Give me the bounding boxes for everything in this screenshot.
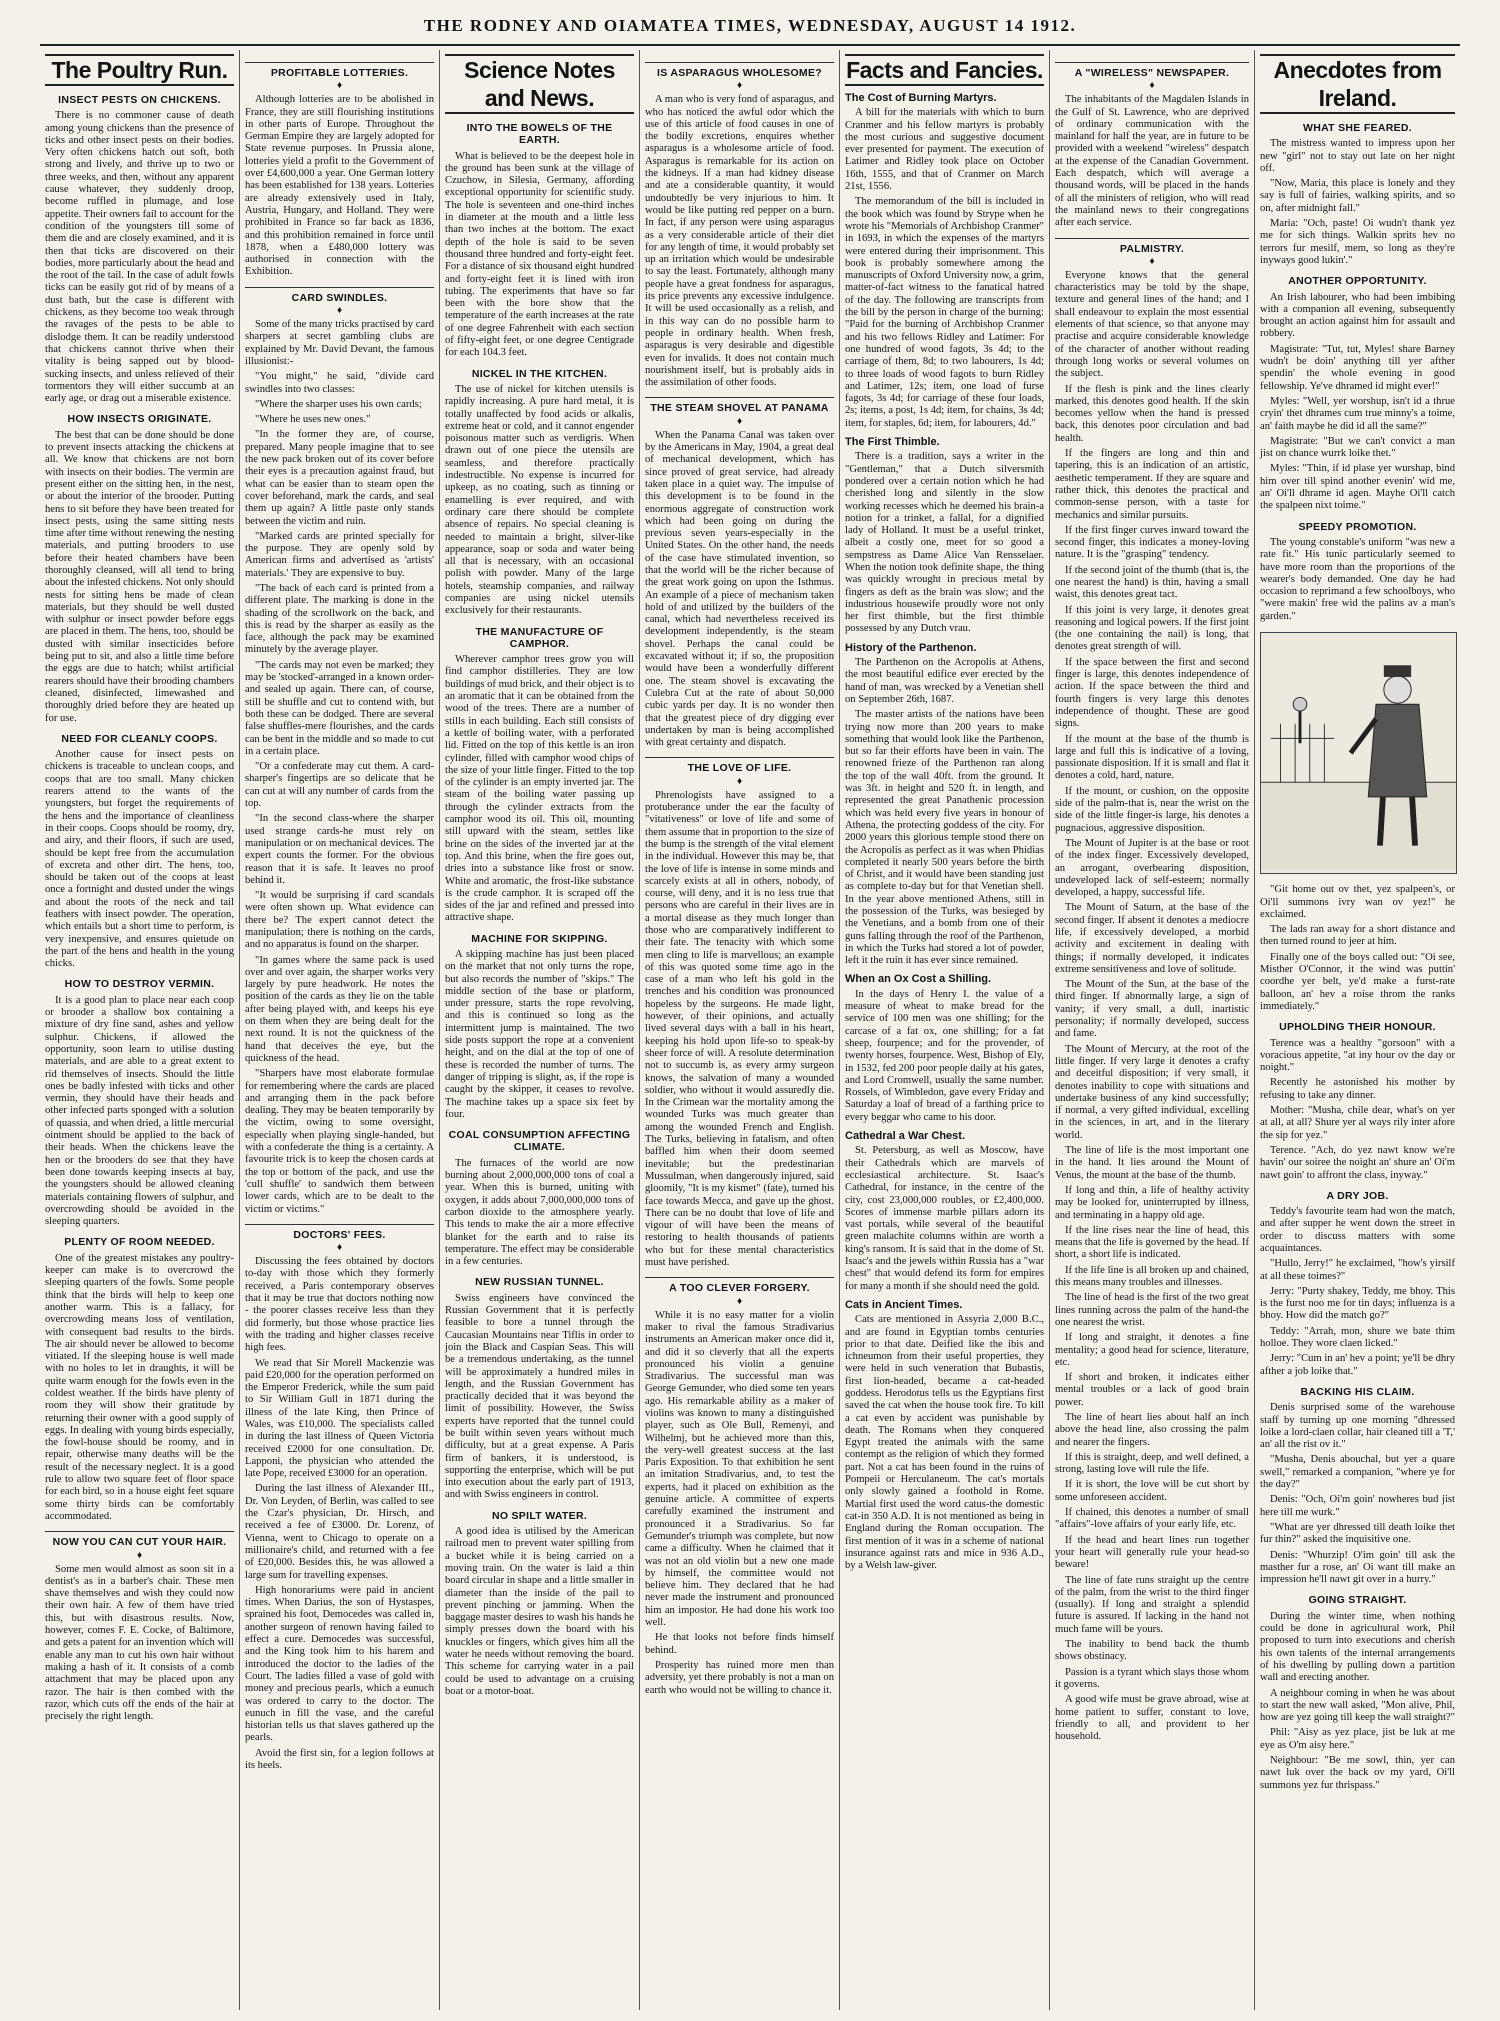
paragraph: The line of head is the first of the two great lines running across the palm of the hand-the one nearest the wrist. (1055, 1292, 1249, 1328)
paragraph: The line of heart lies about half an inch above the head line, also crossing the palm and nearer the fingers. (1055, 1411, 1249, 1448)
paragraph: The memorandum of the bill is included in the book which was found by Strype when he wrote his "Memorials of Archbishop Cranmer" in 1693, in which the expenses of the martyrs were entered during their imprisonment. This book is probably somewhere among the manuscripts of Oxford University now, a grim, matter-of-fact witness to the fanatical hatred of the day. The following are transcripts from the bill by the person in charge of the burning: "Paid for the burning of Archbishop Cranmer and his two fellows Ridley and Latimer: For one hundred of wood fagots, 3s 4d; to the carriage of them, 8d; to two labourers, 1s 4d; to three loads of wood fagots to burn Ridley and Latimer, 12s; item, one load of furse fagots, 3s 4d; for carriage of these four loads, 2s; items, a post, 1s 4d; item, for chains, 3s 4d; item, for staples, 6d; item, for labourers, 4d." (845, 196, 1045, 429)
section-heading: MACHINE FOR SKIPPING. (471, 932, 608, 945)
paragraph: A bill for the materials with which to burn Cranmer and his fellow martyrs is probably the most curious and suggestive document ever presented for payment. The execution of Latimer and Ridley took place on October 16th, 1555, and that of Cranmer on March 21st, 1556. (845, 107, 1044, 193)
divider-ornament: ♦ (736, 1295, 743, 1307)
paragraph: If chained, this denotes a number of small "affairs"-love affairs of your early life, etc. (1055, 1507, 1249, 1531)
paragraph: Another cause for insect pests on chickens is traceable to unclean coops, and coops that are too small. Many chicken rearers attend to the wants of the youngsters, but forget the requirements of the hens and the importance of cleanliness in their coops. Coops should be roomy, dry, and airy, and their floors, if such are used, should be kept free from the accumulation of excreta and other dirt. The hens, too, should be taken out of the coops at least once a fortnight and dusted under the wings and about the roots of the neck and tail feathers with insect powder. The operation, which entails but a short time to perform, is very inexpensive, and ensures quietude on the part of the hens and health in the young chicks. (45, 749, 234, 970)
section-heading: BACKING HIS CLAIM. (1300, 1385, 1415, 1398)
section-heading: UPHOLDING THEIR HONOUR. (1279, 1021, 1436, 1034)
paragraph: Some of the many tricks practised by card sharpers at secret gambling clubs are explained by Mr. David Devant, the famous illusionist:- (245, 319, 434, 367)
paragraph: There is a tradition, says a writer in the "Gentleman," that a Dutch silversmith pondered over a certain notion which he had cherished long and silently in the slow working recesses which he deemed his brain-a notion for a trinket, a fallal, for a dignified lady of Holland. It must be a useful trinket, albeit a costly one, meet for so good a sempstress as Dame Alice Van Rensselaer. When the notion took definite shape, the thing was quickly wrought in precious metal by fingers as deft as the brain was slow; and the industrious housewife proudly wore not only her first thimble, but the first thimble possessed by any Dutch vrau. (845, 451, 1044, 635)
section-heading: PLENTY OF ROOM NEEDED. (64, 1236, 215, 1249)
paragraph: There is no commoner cause of death among young chickens than the presence of ticks and other insect pests on their bodies. Very often chickens hatch out soft, both strong and lively, and thrive up to two or three weeks, and then, without any apparent cause whatever, they suddenly droop, become ruffled in plumage, and lose appetite. Their owners fail to account for the condition of the youngsters till some of them die and are closely examined, and it is then that ticks are discovered on their bodies, more particularly about the head and the root of the tail. In the case of adult fowls ticks can be easily got rid of by means of a dust bath, but the case is different with chickens, as they become too weak through the ravages of the pests to be able to dislodge them. It can be readily understood that chickens cannot thrive when their vitality is being sapped out by blood-sucking insects, and unless relieved of their tormentors they will either succumb at an early age, or drag out a miserable existence. (45, 110, 234, 405)
paragraph: High honorariums were paid in ancient times. When Darius, the son of Hystaspes, sprained his foot, Democedes was called in, another surgeon of renown having failed to effect a cure. Democedes was successful, and the King took him to his harem and introduced the doctor to the ladies of the Court. The ladies filled a vase of gold with money and precious pearls, which a eunuch was ordered to carry to the doctor. The eunuch in fill the vase, and the careful historian tells us that slaves gathered up the pearls. (245, 1584, 434, 1744)
paragraph: He that looks not before finds himself behind. (645, 1632, 834, 1656)
article-title: IS ASPARAGUS WHOLESOME? (645, 62, 834, 79)
paragraph: Swiss engineers have convinced the Russian Government that it is perfectly feasible to bore a tunnel through the Caucasian Mountains near Tiflis in order to join the Black and Caspian Seas. This will be a tremendous undertaking, as the tunnel will be approximately a hundred miles in length, and the Russian Government has practically decided that it was beyond the limit of possibility. However, the Swiss experts have reported that the tunnel could be built within seven years without much difficulty, but at a great expense. A Paris firm of bankers, it is understood, is supporting the enterprise, which will be put into execution about the early part of 1913, and with Swiss engineers in control. (445, 1292, 634, 1501)
paragraph: Jerry: "Purty shakey, Teddy, me bhoy. This is the furst noo me for tin days; influenza is a bhoy. How did the match go?" (1260, 1285, 1455, 1322)
paragraph: If the life line is all broken up and chained, this means many troubles and illnesses. (1055, 1264, 1249, 1289)
paragraph: "Now, Maria, this place is lonely and they say is full of fairies, walking spirits, and so on, after midnight fall." (1260, 178, 1455, 214)
article-title: NOW YOU CAN CUT YOUR HAIR. (45, 1531, 234, 1548)
divider-ornament: ♦ (136, 1549, 143, 1561)
paragraph: "The cards may not even be marked; they may be 'stocked'-arranged in a known order-and sealed up again. There can, of course, still be shuffle and cut to contend with, but both these can be dodged. There are several false shuffles-mere flourishes, and the cards can be bent in the middle and so made to cut in a certain place. (245, 659, 434, 757)
paragraph: The best that can be done should be done to prevent insects attacking the chickens at all. We know that chickens are not born with insects on their bodies. The vermin are present either on the sitting hen, in the nest, or about the interior of the brooder. Putting hens to sit before they have been treated for insect pests, using the same sitting nests time after time without renewing the nesting materials, and putting brooders to use before their heated chambers have been thoroughly cleansed, will all tend to bring about the infested chickens. Not only should nests for sitting hens be made of clean materials, but they should be well dusted with sulphur or insect powder before eggs are placed in them. The hens, too, should be dusted with similar insecticides before being put to sit, and also a little time before the eggs are due to hatch; whilst artificial rearers should have their brooding chambers cleaned, disinfected, limewashed and thoroughly dried before they are heated up for use. (45, 429, 234, 724)
column-3 (440, 50, 640, 2010)
paragraph: The use of nickel for kitchen utensils is rapidly increasing. A pure hard metal, it is totally unaffected by food acids or alkalis, extreme heat or cold, and it cannot engender poisonous matter such as verdigris. When drawn out of one piece the utensils are seamless, and therefore practically indestructible. No expense is incurred for upkeep, as no coating, such as tinning or enamelling is ever required, and with ordinary care there should be complete absence of repairs. No special cleaning is needed to maintain a bright, silver-like appearance, soap or soda and water being all that is necessary, with an occasional polish with powder. Many of the large hotels, steamship companies, and railway companies are using nickel utensils exclusively for their restaurants. (445, 383, 634, 617)
paragraph: A good idea is utilised by the American railroad men to prevent water spilling from a bucket while it is being carried on a moving train. On the water is laid a thin board circular in shape and a little smaller in diameter than the inside of the pail to prevent pinching or jamming. When the baggage master desires to wash his hands he simply presses down the board with his knuckles or fingers, which gives him all the water he needs without removing the board. This scheme for carrying water in a pail could be used to advantage on a cruising boat or a motor-boat. (445, 1526, 634, 1697)
paragraph: The Mount of Mercury, at the root of the little finger. If very large it denotes a crafty and deceitful disposition; if very small, it denotes inability to cope with situations and undertake business of any kind successfully; if normal, a very gifted individual, excelling in the sciences, in art, and in the literary world. (1055, 1043, 1249, 1141)
article-title: PALMISTRY. (1055, 238, 1249, 255)
paragraph: Cats are mentioned in Assyria 2,000 B.C., and are found in Egyptian tombs centuries prior to that date. Deified like the ibis and ichneumon from their useful properties, they were held in such veneration that Bubastis, first lion-headed, became a cat-headed goddess. Herodotus tells us the Egyptians first saved the cat when the house took fire. To kill a cat even by accident was punishable by death. The Romans when they conquered Egypt treated the animals with the same contempt as the religion of which they formed part. Not a cat has been found in the ruins of Pompeii or Herculaneum. The cat's mortals only slowly gained a foothold in Rome. Martial first used the word catus-the domestic cat-in 350 A.D. It is not mentioned as being in England during the Roman occupation. The first mention of it was in a scheme of national insurance against rats and mice in 936 A.D., by a Welsh law-giver. (845, 1314, 1044, 1572)
paragraph: Everyone knows that the general characteristics may be told by the shape, texture and general lines of the hand; and I shall endeavour to explain the most essential elements of that science, so that anyone may practise and acquire considerable knowledge of the character of another without reading through long works or several volumes on the subject. (1055, 269, 1249, 380)
paragraph: Although lotteries are to be abolished in France, they are still flourishing institutions in other parts of Europe. Throughout the German Empire they are largely adopted for State revenue purposes. In Prussia alone, lotteries yield a profit to the Government of over £4,600,000 a year. One German lottery has been established for 138 years. Lotteries are already extensively used in Italy, Austria, Hungary, and Holland. They were prohibited in France so far back as 1836, and this prohibition remained in force until 1878, when a £480,000 lottery was authorised in connection with the Exhibition. (245, 94, 434, 278)
paragraph: Magistrate: "But we can't convict a man jist on chance wurrk loike thet." (1260, 435, 1455, 460)
column-2 (240, 50, 440, 2010)
section-heading: THE MANUFACTURE OF CAMPHOR. (475, 625, 604, 650)
paragraph: "What are yer dhressed till death loike thet fur thin?" asked the inquisitive one. (1260, 1521, 1455, 1546)
paragraph: Passion is a tyrant which slays those whom it governs. (1055, 1666, 1249, 1690)
masthead (40, 8, 1460, 46)
paragraph: Terence. "Ach, do yez nawt know we're havin' our soiree the noight an' shure an' Oi'm nawt goin' to affront the class, inyway." (1260, 1144, 1455, 1181)
paragraph: The furnaces of the world are now burning about 2,000,000,000 tons of coal a year. When this is burned, uniting with oxygen, it adds about 7,000,000,000 tons of carbon dioxide to the atmosphere yearly. This tends to make the air a more effective blanket for the earth and to raise its temperature. The effect may be considerable in a few centuries. (445, 1157, 634, 1268)
column-5 (840, 50, 1050, 2010)
article-title: The Poultry Run. (45, 54, 234, 86)
paragraph: Phrenologists have assigned to a protuberance under the ear the faculty of "vitativeness" or love of life and some of them assume that in proportion to the size of the bump is the strength of the vital element in the individual. However this may be, that the love of life is intense in some minds and scarcely exists at all in others, nobody, of course, will deny, and it is no less true that persons who are careful in their lives are in a mortal disease as they much longer than those who are comparatively indifferent to their fate. The tenacity with which some men cling to life is marvellous; an example of this was quoted some time ago in the case of a man who left his gold in the trenches and his condition was pronounced hopeless by the surgeons. He made light, however, of their opinions, and actually lived several days with a ball in his heart, keeping his hold upon life-so to speak-by sheer force of will. A resolute determination not to succumb is, as every army surgeon knows, the salvation of many a wounded soldier, who without it would assuredly die. In the Crimean war the mortality among the wounded Turks was much greater than among the wounded French and English. The Turks, believing in fatalism, and often baffled him when their doom seemed inevitable; but the predestinarian Mussulman, when dangerously injured, said gloomily, "It is my kismet" (fate), turned his face towards Mecca, and gave up the ghost. There can be no doubt that love of life and vigour of will have been the means of restoring to health thousands of patients who but for these mental characteristics must have perished. (645, 789, 834, 1269)
paragraph: Mother: "Musha, chile dear, what's on yer at all, at all? Shure yer al ways rily inter afore the sip for yez." (1260, 1105, 1455, 1141)
paragraph: In the days of Henry I. the value of a measure of wheat to make bread for the service of 100 men was one shilling; for the carcase of a fat ox, one shilling; for a fat sheep, fourpence; and for the provender, of twenty horses, fourpence. West, Bishop of Ely, in 1532, fed 200 poor people daily at his gates, and Lord Cromwell, usually the same number. Rossels, of Wimbledon, gave every Friday and Saturday a loaf of bread of a farthing price to every beggar who came to his door. (845, 988, 1044, 1123)
paragraph: It is a good plan to place near each coop or brooder a shallow box containing a mixture of dry fine sand, ashes and yellow sulphur. Chickens, if allowed the opportunity, soon learn to utilise dusting materials, and are able to a great extent to rid themselves of insects. Should the little ones be badly infested with ticks and other vermin, they should have their heads and other infected parts sponged with a solution of quassia, and when dried, a little mercurial ointment should be applied to the back of their heads. When the chickens leave the hen or the brooders do see that they have been done towards keeping insects at bay, the youngsters should be allowed cleaning materials containing flowers of sulphur, and overcrowding should be avoided in the sleeping quarters. (45, 994, 234, 1228)
column-7 (1255, 50, 1460, 2010)
paragraph: "Or a confederate may cut them. A card-sharper's fingertips are so delicate that he can cut at will any number of cards from the top. (245, 761, 434, 810)
paragraph: Avoid the first sin, for a legion follows at its heels. (245, 1747, 434, 1771)
article-title: Science Notes and News. (445, 54, 634, 114)
divider-ornament: ♦ (736, 80, 743, 92)
paragraph: If this joint is very large, it denotes great reasoning and logical powers. If the first joint (the one containing the nail) is long, that denotes great strength of will. (1055, 604, 1249, 653)
article-title: THE STEAM SHOVEL AT PANAMA (645, 397, 834, 414)
paragraph: Neighbour: "Be me sowl, thin, yer can nawt luk over the back ov my yard, Oi'll summons yez fur thrispass." (1260, 1754, 1455, 1791)
column-1 (40, 50, 240, 2010)
section-heading: GOING STRAIGHT. (1308, 1594, 1407, 1607)
article-title: A TOO CLEVER FORGERY. (645, 1277, 834, 1294)
section-heading: HOW TO DESTROY VERMIN. (64, 978, 215, 991)
section-heading: NEW RUSSIAN TUNNEL. (475, 1276, 604, 1289)
paragraph: If the mount, or cushion, on the opposite side of the palm-that is, near the wrist on the side of the little finger-is large, his denotes a pugnacious, aggressive disposition. (1055, 785, 1249, 834)
paragraph: Denis surprised some of the warehouse staff by turning up one morning "dhressed loike a lord-claen collar, hair cleaned till a 'T,' an' all the rist ov it." (1260, 1402, 1455, 1451)
paragraph: "In games where the same pack is used over and over again, the sharper works very largely by pure headwork. He notes the position of the cards as they lie on the table after being played with, and keeps his eye on them when they are being dealt for the next round. It is not the quickness of the hand that deceives the eye, but the quickness of the head. (245, 954, 434, 1064)
paragraph: If long and thin, a life of healthy activity may be looked for, uninterrupted by illness, and terminating in a happy old age. (1055, 1184, 1249, 1221)
column-4 (640, 50, 840, 2010)
paragraph: Prosperity has ruined more men than adversity, yet there probably is not a man on earth who would not be willing to chance it. (645, 1659, 834, 1696)
paragraph: Myles: "Well, yer worshup, isn't id a thrue cryin' thet dhrames cum true minny's a toime, an' faith maybe he did id all the same?" (1260, 395, 1455, 432)
paragraph: Maria: "Och, paste! Oi wudn't thank yez me for sich things. Walkin sprits hev no terrors fur mesilf, mem, so long as they're inyways good lukin'." (1260, 218, 1455, 266)
paragraph: "Git home out ov thet, yez spalpeen's, or Oi'll summons ivry wan ov yez!" he exclaimed. (1260, 884, 1455, 920)
paragraph: While it is no easy matter for a violin maker to rival the famous Stradivarius instruments an American maker once did it, and did it so cleverly that all the experts pronounced his violin a genuine Stradivarius. The successful man was George Gemunder, who died some ten years ago. His remarkable ability as a maker of violins was known to many a distinguished player, such as Ole Bull, Remenyi, and Wilhelmj, but he achieved more than this, the very-well greatest success at the last Paris Exposition. To that exhibition he sent an imitation Stradivarius, and, to test the experts, had it placed on exhibition as the genuine article. A committee of experts carefully examined the instrument and pronounced it a Stradivarius. So far Gemunder's triumph was complete, but now came a difficulty. When he claimed that it was not an old violin but a new one made by himself, the committee would not believe him. They declared that he had never made the instrument and pronounced him an impostor. He had done his work too well. (645, 1309, 834, 1629)
paragraph: If the mount at the base of the thumb is large and full this is indicative of a loving, passionate disposition. If it is small and flat it denotes a cold, hard, nature. (1055, 733, 1249, 782)
sub-heading: Cats in Ancient Times. (845, 1298, 963, 1311)
paragraph: Discussing the fees obtained by doctors to-day with those which they formerly received, a Paris contemporary observes that it may be true that doctors nothing now - the poorer classes receive less than they did formerly, but those whose practice lies with the trading and higher classes receive high fees. (245, 1256, 434, 1354)
masthead-text: THE RODNEY AND OIAMATEA TIMES, WEDNESDAY, AUGUST 14 1912. (423, 16, 1077, 35)
article-title: DOCTORS' FEES. (245, 1224, 434, 1241)
paragraph: If the line rises near the line of head, this means that the life is governed by the head. If short, a short life is indicated. (1055, 1224, 1249, 1261)
divider-ornament: ♦ (1149, 80, 1155, 92)
paragraph: During the last illness of Alexander III., Dr. Von Leyden, of Berlin, was called to see the Czar's physician, Dr. Hirsch, and received a fee of £3000. Dr. Lorenz, of Vienna, went to Chicago to operate on a millionaire's child, and returned with a fee of £20,000. Besides this, he was allowed a large sum for travelling expenses. (245, 1483, 434, 1581)
divider-ornament: ♦ (736, 415, 743, 427)
paragraph: The lads ran away for a short distance and then turned round to jeer at him. (1260, 924, 1455, 948)
divider-ornament: ♦ (336, 80, 343, 92)
paragraph: We read that Sir Morell Mackenzie was paid £20,000 for the operation performed on the Emperor Frederick, while the sum paid to Sir William Gull in 1871 during the illness of the late King, then Prince of Wales, was £10,000. The specialists called in during the last illness of Queen Victoria received £2000 for one consultation. Dr. Lapponi, the physician who attended the late Pope, received £3000 for an operation. (245, 1357, 434, 1480)
paragraph: Jerry: "Cum in an' hev a point; ye'll be dhry afther a job loike that." (1260, 1353, 1455, 1377)
paragraph: "You might," he said, "divide card swindles into two classes: (245, 371, 434, 395)
paragraph: St. Petersburg, as well as Moscow, have their Cathedrals which are marvels of ecclesiastical architecture. St. Isaac's Cathedral, for instance, in the centre of the city, cost 23,000,000 roubles, or £2,400,000. Scores of immense marble pillars adorn its vast portals, while several of the beautiful green malachite columns within are worth a king's ransom. It is said that in the dome of St. Isaac's and the jewels within Russia has a "war chest" that would defend its form for empires for many a month if she should need the gold. (845, 1145, 1044, 1292)
paragraph: One of the greatest mistakes any poultry-keeper can make is to overcrowd the sleeping quarters of the fowls. Some people think that the birds will help to keep one another warm. This is a fallacy, for overcrowding means loss of ventilation, with consequent bad results to the birds. The air should never be allowed to become vitiated. If the sleeping house is well made with no holes to let in draughts, it will be quite warm enough for the fowls even in the coldest weather. If the birds have plenty of room they will show their gratitude by returning their owner with a good supply of eggs. In dealing with young birds especially, the fowl-house should be roomy, and in repair, otherwise many deaths will be the result of the necessary neglect. It is a good rule to allow two square feet of floor space for each bird, so in a house eight feet square some thirty birds can be comfortably accommodated. (45, 1252, 234, 1522)
paragraph: "Marked cards are printed specially for the purpose. They are openly sold by American firms and advertised as 'artists' materials.' They are expensive to buy. (245, 530, 434, 579)
paragraph: A man who is very fond of asparagus, and who has noticed the awful odor which the use of this article of food causes in one of the bodily excretions, enquires whether asparagus is a wholesome article of food. Asparagus is remarkable for its action on the kidneys. If a man had kidney disease and ate a considerable quantity, it would undoubtedly be very injurious to him. It would be like putting red pepper on a burn. In fact, if any person were using asparagus as a very considerable article of their diet for any length of time, it would probably set up an irritation which would be undesirable to say the least. Fortunately, although many people have a great fondness for asparagus, its price prevents any excessive indulgence. It will be used occasionally as a relish, and in this way can do no possible harm to people in ordinary health. When fresh, asparagus is very desirable and digestible even for invalids. It does not contain much nourishment itself, but is probably aids in the assimilation of other foods. (645, 94, 834, 389)
paragraph: A good wife must be grave abroad, wise at home patient to suffer, constant to love, friendly to all, and provident to her household. (1055, 1694, 1249, 1743)
paragraph: "In the former they are, of course, prepared. Many people imagine that to see the new pack broken out of its cover before their eyes is a precaution against fraud, but what can be easier than to steam open the cover beforehand, mark the cards, and seal them up again? A little paste only stands between the victim and ruin. (245, 429, 434, 527)
paragraph: "Where he uses new ones." (255, 414, 371, 426)
paragraph: The Parthenon on the Acropolis at Athens, the most beautiful edifice ever erected by the hand of man, was wrecked by a Venetian shell on September 26th, 1687. (845, 657, 1044, 705)
paragraph: The line of life is the most important one in the hand. It lies around the Mount of Venus, the mount at the base of the thumb. (1055, 1145, 1249, 1181)
paragraph: What is believed to be the deepest hole in the ground has been sunk at the village of Czuchow, in Silesia, Germany, affording exceptional opportunity for scientific study. The hole is seventeen and one-third inches in diameter at the mouth and a little less than two inches at the bottom. The exact depth of the hole is said to be seven thousand three hundred and forty-eight feet. For a distance of six thousand eight hundred and forty-eight feet it is lined with iron tubing. The experiments that have so far been with the bore show that the temperature of the earth increases at the rate of one degree Fahrenheit with each section of fifty-eight feet, or one degree Centigrade for each 104.3 feet. (445, 150, 634, 359)
section-heading: NO SPILT WATER. (491, 1509, 588, 1522)
paragraph: "Hullo, Jerry!" he exclaimed, "how's yirsilf at all these toimes?" (1260, 1258, 1455, 1282)
paragraph: "Sharpers have most elaborate formulae for remembering where the cards are placed and arranging them in the pack before dealing. They may be beaten temporarily by the victim, owing to some oversight, especially when playing single-handed, but with a confederate the thing is a certainty. A favourite trick is to keep the chosen cards at the top or bottom of the pack, and use the 'cull shuffle' to sandwich them between lower cards, which are to be dealt to the victim or victims." (245, 1068, 434, 1215)
section-heading: NICKEL IN THE KITCHEN. (471, 367, 608, 380)
paragraph: Terence was a healthy "gorsoon" with a voracious appetite, "at iny hour ov the day or noight." (1260, 1037, 1455, 1074)
section-heading: SPEEDY PROMOTION. (1298, 520, 1417, 533)
paragraph: An Irish labourer, who had been imbibing with a companion all evening, subsequently brought an action against him for assault and robbery. (1260, 291, 1455, 340)
sub-heading: The First Thimble. (845, 436, 940, 449)
section-heading: ANOTHER OPPORTUNITY. (1288, 275, 1427, 288)
divider-ornament: ♦ (736, 775, 743, 787)
article-title: CARD SWINDLES. (245, 287, 434, 304)
paragraph: When the Panama Canal was taken over by the Americans in May, 1904, a great deal of mechanical development, which has since proved of great service, had already taken place in a quiet way. The impulse of this development is to be found in the enormous aggregate of construction work which had been going on during the previous seven years-especially in the United States. On the other hand, the needs of the case have stimulated invention, so that the world will be the richer because of the great work going on upon the Isthmus. An example of a piece of mechanism taken hold of and utilized by the builders of the canal, which had nevertheless received its development independently, is the steam shovel. Perhaps the canal could be excavated without it; if so, the proposition would have been a wonderfully different one. The steam shovel is excavating the Culebra Cut at the rate of about 50,000 cubic yards per day. It is no wonder then that the greatest piece of dry digging ever undertaken by man is being accomplished with great certainty and dispatch. (645, 429, 834, 749)
paragraph: "The back of each card is printed from a different plate. The marking is done in the shading of the scrollwork on the back, and this is read by the sharper as easily as the face, although the pack may be examined minutely by the average player. (245, 582, 434, 656)
section-heading: WHAT SHE FEARED. (1302, 122, 1413, 134)
paragraph: The Mount of the Sun, at the base of the third finger. If abnormally large, a sign of vanity; if very small, a dull, inartistic personality; if normally developed, success and fame. (1055, 979, 1249, 1040)
sub-heading: Cathedral a War Chest. (845, 1130, 966, 1143)
paragraph: The inability to bend back the thumb shows obstinacy. (1055, 1639, 1249, 1663)
paragraph: The Mount of Saturn, at the base of the second finger. If absent it denotes a mediocre life, if excessively developed, a morbid activity and excitement in dealing with things; if normally developed, it indicates extreme sensitiveness and love of solitude. (1055, 902, 1249, 975)
paragraph: "In the second class-where the sharper used strange cards-he must rely on manipulation or on mechanical devices. The expert counts the former. For the obvious reason that it is safe. It leaves no proof behind it. (245, 813, 434, 886)
paragraph: During the winter time, when nothing could be done in agricultural work, Phil proposed to turn into executions and cherish his own talents of the internal arrangements of his dwelling by pulling down a partition wall and erecting another. (1260, 1610, 1455, 1684)
paragraph: Denis: "Och, Oi'm goin' nowheres bud jist here till me wurk." (1260, 1494, 1455, 1518)
section-heading: INSECT PESTS ON CHICKENS. (58, 94, 221, 106)
paragraph: "It would be surprising if card scandals were often shown up. What evidence can there be? The expert cannot detect the manipulation; there is nothing on the cards, and no apparatus is found on the sharper. (245, 890, 434, 951)
paragraph: "Where the sharper uses his own cards; (255, 398, 422, 410)
paragraph: Some men would almost as soon sit in a dentist's as in a barber's chair. These men shave themselves and wish they could now their own hair. A few of them have tried this, but with disastrous results. Now, however, comes F. E. Cocke, of Baltimore, and gets a patent for an invention which will enable any man to cut his own hair without making a hash of it. It consists of a comb attachment that may be placed upon any razor. The hair is then combed with the razor, which cuts off the ends of the hair at precisely the right length. (45, 1563, 234, 1723)
paragraph: The inhabitants of the Magdalen Islands in the Gulf of St. Lawrence, who are deprived of ordinary communication with the mainland for half the year, are in future to be provided with a weekend "wireless" despatch at the expense of the Canadian Government. Each despatch, which will average a thousand words, will be placed in the hands of all the ministers of religion, who will read the mainland news to their congregations after each service. (1055, 94, 1249, 229)
column-6 (1050, 50, 1255, 2010)
paragraph: If this is straight, deep, and well defined, a strong, lasting love will rule the life. (1055, 1451, 1249, 1476)
paragraph: Teddy: "Arrah, mon, shure we bate thim holloe. They wore claen licked." (1260, 1325, 1455, 1350)
paragraph: Recently he astonished his mother by refusing to take any dinner. (1260, 1077, 1455, 1101)
paragraph: If the space between the first and second finger is large, this denotes independence of action. If the space between the third and fourth fingers is very large this denotes independence of thought. These are good signs. (1055, 656, 1249, 730)
divider-ornament: ♦ (336, 305, 343, 317)
paragraph: If short and broken, it indicates either mental troubles or a lack of good brain power. (1055, 1372, 1249, 1408)
article-title: A "WIRELESS" NEWSPAPER. (1055, 62, 1249, 79)
paragraph: Myles: "Thin, if id plase yer wurshap, bind him over till spind another evenin' wid me, an' Oi'll dhrame id agen. Mayhe Oi'll catch the spalpeen nixt toime." (1260, 463, 1455, 512)
paragraph: Finally one of the boys called out: "Oi see, Misther O'Connor, it the wind was puttin' coordhe yer belt, ye'd make a furst-rate balloon, an' hev a roise throm the ranks immediately." (1260, 951, 1455, 1012)
sub-heading: History of the Parthenon. (845, 641, 977, 654)
section-heading: COAL CONSUMPTION AFFECTING CLIMATE. (448, 1129, 631, 1154)
article-title: Anecdotes from Ireland. (1260, 54, 1455, 114)
paragraph: The line of fate runs straight up the centre of the palm, from the wrist to the third finger (usually). If long and straight a splendid future is assured. If lacking in the hand not much fame will be yours. (1055, 1574, 1249, 1635)
section-heading: A DRY JOB. (1326, 1189, 1389, 1202)
paragraph: If it is short, the love will be cut short by some unforeseen accident. (1055, 1479, 1249, 1503)
divider-ornament: ♦ (1149, 255, 1155, 267)
paragraph: Denis: "Whurzip! O'im goin' till ask the masther fur a rose, an' Oi want till make an impression he'll nawt git over in a hurry." (1260, 1549, 1455, 1586)
divider-ornament: ♦ (336, 1242, 343, 1254)
paragraph: Phil: "Aisy as yez place, jist be luk at me eye as O'm aisy here." (1260, 1727, 1455, 1751)
paragraph: Wherever camphor trees grow you will find camphor distilleries. They are low buildings of mud brick, and their object is to an aromatic that it can be obtained from the wood of the trees. There are a number of stills in each building. Each still consists of a kettle of boiling water, with a perforated lid. Fitted on the top of this kettle is an iron cylinder, filled with camphor wood chips of the size of your little finger. Fitted to the top of the cylinder is an empty inverted jar. The steam of the boiling water passing up through the cylinder extracts from the camphor wood its oil. This oil, mounting still upward with the steam, settles like brine on the sides of the inverted jar at the top. And this brine, when the fire goes out, dries into a substance like frost or snow. White and aromatic, the frost-like substance is the crude camphor. It is scraped off the sides of the jar and refined and pressed into attractive shape. (445, 654, 634, 924)
paragraph: A skipping machine has just been placed on the market that not only turns the rope, but also records the number of "skips." The middle section of the base or platform, under pressure, starts the rope revolving, and this is continued so long as the intermittent jump is maintained. The two side posts support the rope at a convenient height, and on the dial at the top of one of these is recorded the number of turns. The danger of tripping is slight, as, if the rope is caught by the skipper, it ceases to revolve. The machine takes up a space six feet by four. (445, 949, 634, 1120)
columns-container (40, 50, 1460, 2010)
paragraph: If the fingers are long and thin and tapering, this is an indication of an artistic, aesthetic temperament. If they are square and rather thick, this denotes the practical and common-sense person, with a taste for mechanics and similar pursuits. (1055, 448, 1249, 521)
sub-heading: When an Ox Cost a Shilling. (845, 973, 992, 986)
section-heading: NEED FOR CLEANLY COOPS. (61, 732, 218, 745)
paragraph: Magistrate: "Tut, tut, Myles! share Barney wudn't be doin' anything till yer afther spendin' the whole evening in good fellowship. Ye've dhramed id might ever!" (1260, 343, 1455, 392)
cartoon-illustration (1260, 632, 1457, 874)
paragraph: If long and straight, it denotes a fine mentality; a good head for science, literature, etc. (1055, 1332, 1249, 1368)
paragraph: If the second joint of the thumb (that is, the one nearest the hand) is thin, having a small waist, this denotes great tact. (1055, 564, 1249, 601)
paragraph: If the head and heart lines run together your heart will generally rule your head-so beware! (1055, 1534, 1249, 1571)
sub-heading: The Cost of Burning Martyrs. (845, 92, 997, 104)
paragraph: A neighbour coming in when he was about to start the new wall asked, "Mon alive, Phil, how are yez going till keep the wall straight?" (1260, 1687, 1455, 1724)
paragraph: The master artists of the nations have been trying now more than 200 years to make something that would look like the Parthenon, but so far their efforts have been in vain. The renowned frieze of the Parthenon ran along the top of the wall 40ft. from the ground. It was 3ft. in height and 520 ft. in length, and represented the great Panathenic procession which was held every five years in honour of Athena, the protecting goddess of the city. For 2000 years this glorious temple stood there on the Acropolis as perfect as it was when Phidias completed it nearly 500 years before the birth of Christ, and it would have been standing just as complete to-day but for that Venetian shell. In the year above mentioned Athens, still in the possession of the Turks, was besieged by the Venetians, and a bomb from one of their guns falling through the roof of the Parthenon, in which the Turks had stored a lot of powder, left it the ruin it has ever since remained. (845, 709, 1044, 967)
paragraph: If the flesh is pink and the lines clearly marked, this denotes good health. If the skin becomes yellow when the hand is pressed back, this denotes poor circulation and bad health. (1055, 383, 1249, 444)
section-heading: INTO THE BOWELS OF THE EARTH. (466, 122, 613, 147)
section-heading: HOW INSECTS ORIGINATE. (67, 413, 212, 426)
paragraph: The young constable's uniform "was new a rate fit." His tunic particularly seemed to have more room than the proportions of the wearer's body demanded. One day he had occasion to reprimand a few schoolboys, who "were makin' free wid the palins av a man's garden." (1260, 536, 1455, 622)
paragraph: The Mount of Jupiter is at the base or root of the index finger. Excessively developed, an arrogant, overbearing disposition, undeveloped lack of self-esteem; normally developed, a happy, successful life. (1055, 837, 1249, 899)
paragraph: If the first finger curves inward toward the second finger, this indicates a money-loving nature. It is the "grasping" tendency. (1055, 524, 1249, 561)
article-title: Facts and Fancies. (845, 54, 1044, 86)
paragraph: "Musha, Denis abouchal, but yer a quare swell," remarked a companion, "where ye for the day?" (1260, 1454, 1455, 1491)
article-title: THE LOVE OF LIFE. (645, 757, 834, 774)
paragraph: Teddy's favourite team had won the match, and after supper he went down the street in order to discuss matters with some acquaintances. (1260, 1206, 1455, 1254)
article-title: PROFITABLE LOTTERIES. (245, 62, 434, 79)
paragraph: The mistress wanted to impress upon her new "girl" not to stay out late on her night off. (1260, 138, 1455, 174)
